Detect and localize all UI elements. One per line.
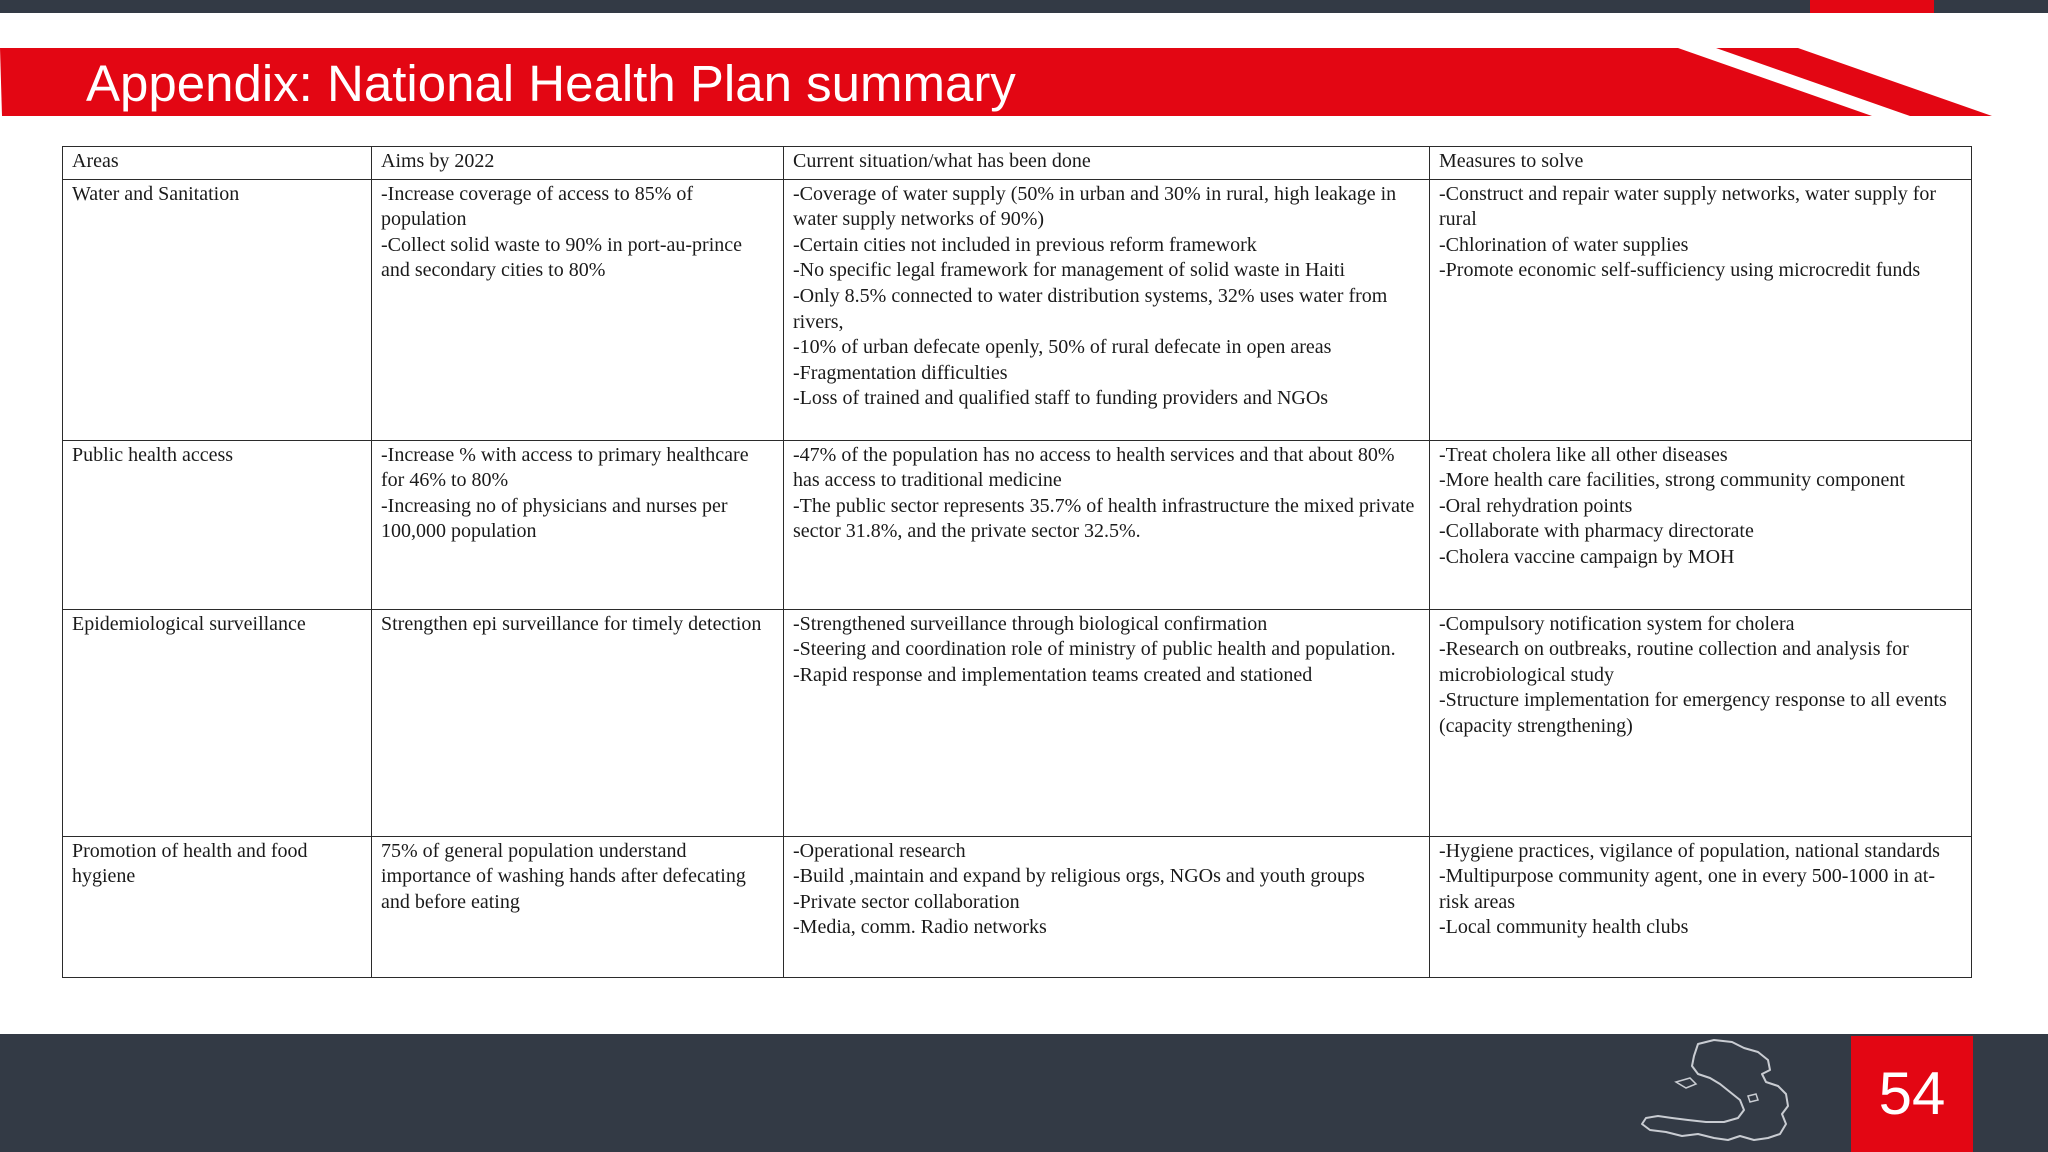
cell-aims: -Increase coverage of access to 85% of population -Collect solid waste to 90% in port-au-prince and secondary cities to 80% [372,179,784,440]
cell-current: -Operational research -Build ,maintain and expand by religious orgs, NGOs and youth groups -Private sector collaboration -Media, comm. Radio networks [784,836,1430,977]
cell-area: Epidemiological surveillance [63,609,372,836]
table-row [63,179,1972,440]
cell-measures: -Hygiene practices, vigilance of population, national standards -Multipurpose community agent, one in every 500-1000 in at-risk areas -Local community health clubs [1430,836,1972,977]
top-accent-strip [1810,0,1934,13]
cell-current: -Strengthened surveillance through biological confirmation -Steering and coordination role of ministry of public health and population. -Rapid response and implementation teams created and stationed [784,609,1430,836]
cell-aims: -Increase % with access to primary healthcare for 46% to 80% -Increasing no of physicians and nurses per 100,000 population [372,440,784,609]
cell-area: Public health access [63,440,372,609]
health-plan-table-container [62,146,1971,978]
header-aims: Aims by 2022 [372,147,784,180]
top-bar [0,0,2048,13]
cell-current: -47% of the population has no access to health services and that about 80% has access to traditional medicine -The public sector represents 35.7% of health infrastructure the mixed private sector 31.8%, and the private sector 32.5%. [784,440,1430,609]
table-row [63,836,1972,977]
table-row [63,609,1972,836]
table-row [63,440,1972,609]
cell-area: Promotion of health and food hygiene [63,836,372,977]
cell-measures: -Compulsory notification system for cholera -Research on outbreaks, routine collection and analysis for microbiological study -Structure implementation for emergency response to all events (capacity strengthening) [1430,609,1972,836]
haiti-map-outline-icon [1636,1034,1816,1152]
cell-aims: Strengthen epi surveillance for timely detection [372,609,784,836]
cell-measures: -Treat cholera like all other diseases -More health care facilities, strong community component -Oral rehydration points -Collaborate with pharmacy directorate -Cholera vaccine campaign by MOH [1430,440,1972,609]
header-measures: Measures to solve [1430,147,1972,180]
table-header-row [63,147,1972,180]
health-plan-table [62,146,1972,978]
header-current-situation: Current situation/what has been done [784,147,1430,180]
cell-measures: -Construct and repair water supply networks, water supply for rural -Chlorination of water supplies -Promote economic self-sufficiency using microcredit funds [1430,179,1972,440]
cell-current: -Coverage of water supply (50% in urban and 30% in rural, high leakage in water supply networks of 90%) -Certain cities not included in previous reform framework -No specific legal framework for management of solid waste in Haiti -Only 8.5% connected to water distribution systems, 32% uses water from rivers, -10% of urban defecate openly, 50% of rural defecate in open areas -Fragmentation difficulties -Loss of trained and qualified staff to funding providers and NGOs [784,179,1430,440]
cell-area: Water and Sanitation [63,179,372,440]
page-number: 54 [1851,1036,1973,1152]
header-areas: Areas [63,147,372,180]
slide-title: Appendix: National Health Plan summary [86,55,1016,112]
cell-aims: 75% of general population understand importance of washing hands after defecating and before eating [372,836,784,977]
